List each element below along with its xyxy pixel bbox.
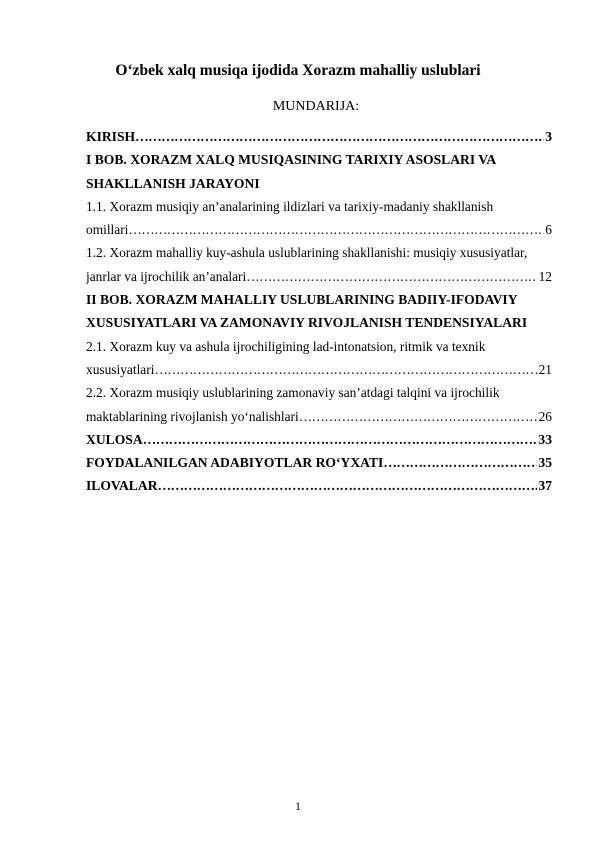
toc-entry-text: SHAKLLANISH JARAYONI <box>86 175 260 191</box>
toc-section-1-2-line-2[interactable] <box>86 265 552 288</box>
toc-chapter-2-line-1[interactable] <box>86 288 552 311</box>
toc-leader-dots <box>158 474 538 497</box>
document-title: O‘zbek xalq musiqa ijodida Xorazm mahalliy uslublari <box>115 62 481 79</box>
toc-leader-dots <box>154 358 537 381</box>
toc-entry-text: 2.1. Xorazm kuy va ashula ijrochiligining lad-intonatsion, ritmik va texnik <box>86 338 486 354</box>
toc-entry-text: FOYDALANILGAN ADABIYOTLAR RO‘YXATI <box>86 455 384 471</box>
toc-entry-references[interactable] <box>86 451 552 474</box>
toc-entry-text: XULOSA <box>86 431 143 447</box>
toc-page-number: 37 <box>538 478 552 494</box>
toc-chapter-1-line-2[interactable] <box>86 172 552 195</box>
toc-entry-text: janrlar va ijrochilik an’analari <box>86 268 247 284</box>
toc-section-1-2-line-1[interactable] <box>86 241 552 264</box>
toc-entry-text: 2.2. Xorazm musiqiy uslublarining zamonaviy san’atdagi talqini va ijrochilik <box>86 385 500 401</box>
toc-leader-dots <box>383 451 537 474</box>
toc-leader-dots <box>246 265 537 288</box>
toc-leader-dots <box>143 428 538 451</box>
toc-leader-dots <box>299 405 538 428</box>
toc-section-2-2-line-2[interactable] <box>86 405 552 428</box>
toc-entry-text: 1.1. Xorazm musiqiy an’analarining ildizlari va tarixiy-madaniy shakllanish <box>86 198 494 214</box>
page-number: 1 <box>295 799 301 813</box>
toc-entry-appendix[interactable] <box>86 474 552 497</box>
toc-entry-intro[interactable] <box>86 125 552 148</box>
toc-section-1-1-line-1[interactable] <box>86 195 552 218</box>
toc-page-number: 6 <box>545 222 552 238</box>
toc-entry-text: II BOB. XORAZM MAHALLIY USLUBLARINING BADIIY-IFODAVIY <box>86 292 518 308</box>
toc-entry-conclusion[interactable] <box>86 428 552 451</box>
toc-entry-text: xususiyatlari <box>86 361 155 377</box>
toc-chapter-2-line-2[interactable] <box>86 311 552 334</box>
toc-page-number: 35 <box>538 455 552 471</box>
toc-leader-dots <box>128 218 544 241</box>
toc-chapter-1-line-1[interactable] <box>86 148 552 171</box>
toc-leader-dots <box>135 125 544 148</box>
toc-entry-text: XUSUSIYATLARI VA ZAMONAVIY RIVOJLANISH TENDENSIYALARI <box>86 315 528 331</box>
toc-page-number: 12 <box>538 268 552 284</box>
toc-section-2-1-line-2[interactable] <box>86 358 552 381</box>
toc-entry-text: omillari <box>86 222 129 238</box>
table-of-contents <box>86 125 552 498</box>
toc-page-number: 26 <box>538 408 552 424</box>
toc-section-1-1-line-2[interactable] <box>86 218 552 241</box>
toc-heading: MUNDARIJA: <box>272 99 360 114</box>
toc-section-2-1-line-1[interactable] <box>86 335 552 358</box>
toc-page-number: 3 <box>545 129 552 144</box>
toc-entry-text: KIRISH <box>86 129 136 144</box>
toc-entry-text: 1.2. Xorazm mahalliy kuy-ashula uslublarining shakllanishi: musiqiy xususiyatlar, <box>86 245 528 261</box>
toc-entry-text: maktablarining rivojlanish yo‘nalishlari <box>86 408 299 424</box>
toc-entry-text: ILOVALAR <box>86 478 158 494</box>
toc-section-2-2-line-1[interactable] <box>86 381 552 404</box>
toc-entry-text: I BOB. XORAZM XALQ MUSIQASINING TARIXIY ASOSLARI VA <box>86 152 497 168</box>
toc-page-number: 21 <box>538 361 552 377</box>
toc-page-number: 33 <box>538 431 552 447</box>
